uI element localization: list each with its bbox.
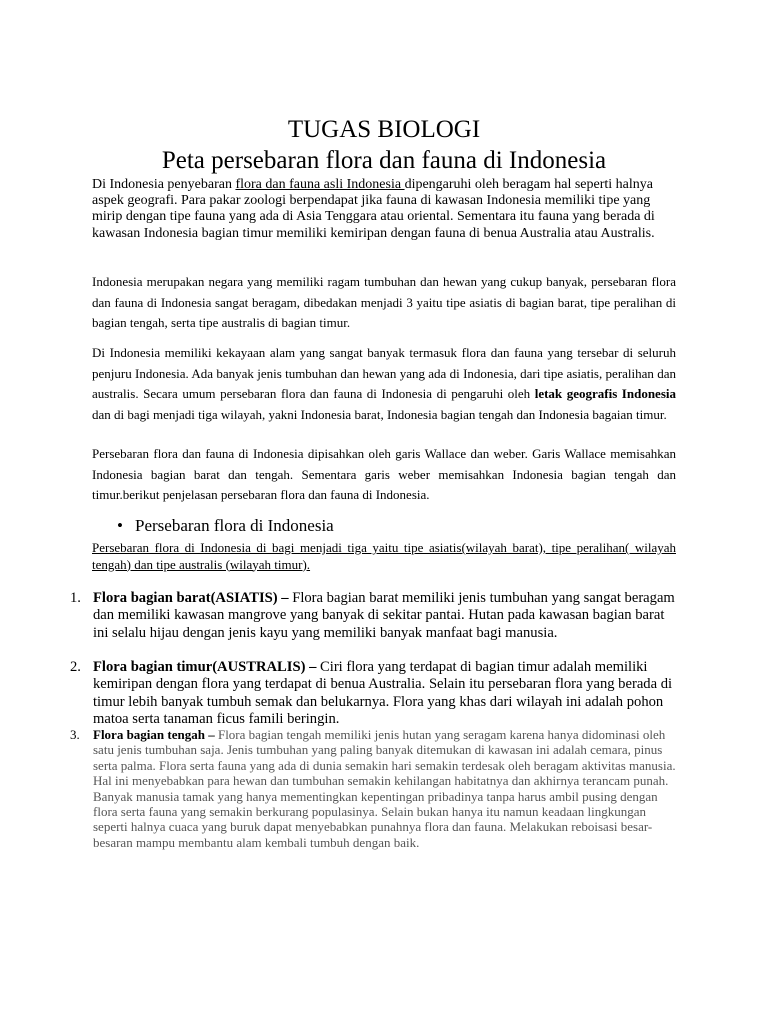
list-item-2	[70, 659, 676, 729]
list-item-text: Flora bagian tengah memiliki jenis hutan yang seragam karena hanya didominasi oleh satu jenis tumbuhan saja. Jenis tumbuhan yang paling banyak ditemukan di kawasan ini adalah cemara, pinus serta palma. Flora serta fauna yang ada di dunia semakin hari semakin terdesak oleh beragam aktivitas manusia. Hal ini menyebabkan para hewan dan tumbuhan semakin kehilangan habitatnya dan akhirnya terancam punah. Banyak manusia tamak yang hanya mementingkan kepentingan pribadinya tanpa harus ambil pusing dengan flora serta fauna yang semakin berkurang populasinya. Selain bukan hanya itu namun keadaan lingkungan seperti halnya cuaca yang buruk dapat menyebabkan punahnya flora dan fauna. Melakukan reboisasi besar- besaran mampu membantu alam kembali tumbuh dengan baik.	[93, 727, 676, 850]
paragraph-3: Persebaran flora dan fauna di Indonesia dipisahkan oleh garis Wallace dan weber. Garis Wallace memisahkan Indonesia bagian barat dan tengah. Sementara garis weber memisahkan Indonesia bagian tengah dan timur.berikut penjelasan persebaran flora dan fauna di Indonesia.	[92, 446, 676, 502]
list-item-type: (AUSTRALIS) –	[212, 659, 317, 675]
list-item-text: Ciri flora yang terdapat di bagian timur adalah memiliki kemiripan dengan flora yang terdapat di benua Australia. Selain itu persebaran flora yang berada di timur lebih banyak tumbuh semak dan belukarnya. Flora yang khas dari wilayah ini adalah pohon matoa serta tanaman ficus famili beringin.	[93, 659, 673, 728]
paragraph-1: Indonesia merupakan negara yang memiliki ragam tumbuhan dan hewan yang cukup banyak, persebaran flora dan fauna di Indonesia sangat beragam, dibedakan menjadi 3 yaitu tipe asiatis di bagian barat, tipe peralihan di bagian tengah, serta tipe australis di bagian timur.	[92, 274, 676, 330]
intro-text-start: Di Indonesia penyebaran	[92, 177, 236, 192]
document-subtitle: Peta persebaran flora dan fauna di Indonesia	[161, 147, 607, 174]
list-item-label: Flora bagian timur	[93, 659, 213, 675]
list-number: 3.	[70, 727, 80, 742]
list-item-text: Flora bagian barat memiliki jenis tumbuhan yang sangat beragam dan memiliki kawasan mangrove yang banyak di sekitar pantai. Hutan pada kawasan bagian barat ini selalu hijau dengan jenis kayu yang memiliki banyak manfaat bagi manusia.	[93, 590, 675, 641]
list-item-label: Flora bagian barat	[93, 590, 211, 606]
intro-paragraph	[92, 177, 676, 242]
paragraph-2-end: dan di bagi menjadi tiga wilayah, yakni Indonesia barat, Indonesia bagian tengah dan Indonesia bagaian timur.	[92, 406, 667, 422]
bullet-dot-icon: •	[117, 516, 123, 535]
list-item-type: (ASIATIS) –	[210, 590, 289, 606]
list-item-label: Flora bagian tengah –	[93, 727, 215, 742]
bullet-description: Persebaran flora di Indonesia di bagi menjadi tiga yaitu tipe asiatis(wilayah barat), tipe peralihan( wilayah tengah) dan tipe australis (wilayah timur).	[92, 540, 676, 572]
paragraph-2-bold: letak geografis Indonesia	[534, 386, 677, 401]
paragraph-2	[92, 343, 676, 425]
list-item-1	[70, 590, 676, 642]
document-title: TUGAS BIOLOGI	[287, 116, 481, 143]
intro-link[interactable]: flora dan fauna asli Indonesia	[235, 177, 405, 192]
intro-text-end: dipengaruhi oleh beragam hal seperti halnya aspek geografi. Para pakar zoologi berpendapat jika fauna di kawasan Indonesia memiliki tipe yang mirip dengan tipe fauna yang ada di Asia Tenggara atau oriental. Sementara itu fauna yang berada di kawasan Indonesia bagian timur memiliki kemiripan dengan fauna di benua Australia atau Australis.	[92, 177, 655, 241]
paragraph-2-start: Di Indonesia memiliki kekayaan alam yang sangat banyak termasuk flora dan fauna yang tersebar di seluruh penjuru Indonesia. Ada banyak jenis tumbuhan dan hewan yang ada di Indonesia, dari tipe asiatis, peralihan dan australis. Secara umum persebaran flora dan fauna di Indonesia di pengaruhi oleh	[92, 345, 676, 401]
bullet-heading-text: Persebaran flora di Indonesia	[135, 516, 334, 535]
bullet-heading	[117, 515, 334, 537]
list-number: 1.	[70, 590, 81, 606]
list-number: 2.	[70, 659, 81, 675]
list-item-3	[70, 727, 676, 850]
